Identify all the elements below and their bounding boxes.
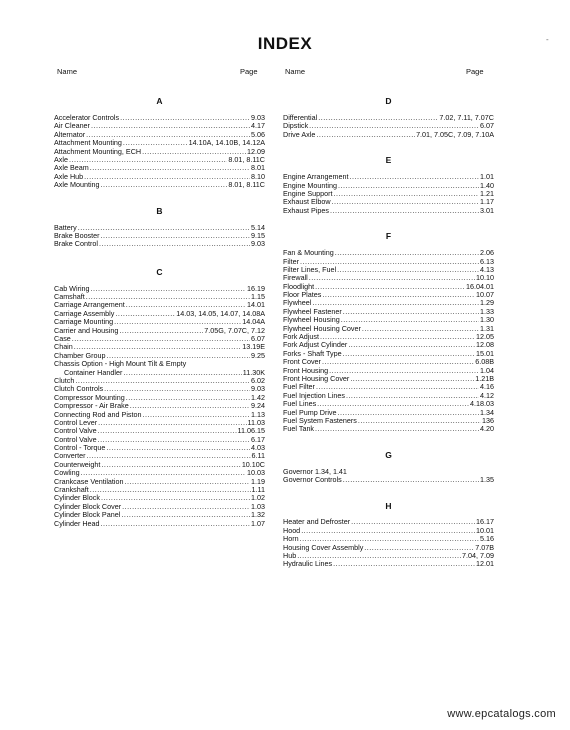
dot-leader	[329, 367, 479, 375]
entry-name: Engine Support	[283, 188, 333, 198]
dot-leader	[90, 164, 250, 172]
dot-leader	[115, 310, 175, 318]
entry-page: 8.01, 8.11C	[228, 180, 265, 190]
entry-page: 8.01, 8.11C	[228, 154, 265, 164]
entry-page: 11.06.15	[237, 426, 265, 436]
entry-name: Filter	[283, 256, 299, 266]
entry-name: Engine Mounting	[283, 180, 337, 190]
entry-name: Governor 1.34, 1.41	[283, 466, 347, 476]
entry-name: Battery	[54, 222, 77, 232]
entry-name: Control - Torque	[54, 443, 106, 453]
entry-name: Air Cleaner	[54, 121, 90, 131]
entry-page: 1.04	[480, 365, 494, 375]
entry-name: Forks - Shaft Type	[283, 348, 342, 358]
entry-page: 7.01, 7.05C, 7.09, 7.10A	[416, 129, 494, 139]
entry-page: 7.02, 7.11, 7.07C	[439, 112, 494, 122]
dot-leader	[338, 182, 479, 190]
entry-name: Front Housing	[283, 365, 329, 375]
dot-leader	[120, 114, 250, 122]
dot-leader	[315, 283, 465, 291]
dot-leader	[101, 494, 250, 502]
dot-leader	[101, 461, 240, 469]
entry-page: 6.17	[251, 434, 265, 444]
margin-mark: -	[546, 35, 549, 44]
entry-page: 5.16	[480, 534, 494, 544]
dot-leader	[350, 375, 474, 383]
entry-name: Fuel Lines	[283, 399, 317, 409]
index-entry	[54, 520, 265, 528]
dot-leader	[125, 478, 250, 486]
dot-leader	[338, 409, 479, 417]
entry-name: Container Handler	[64, 367, 123, 377]
right-index-column	[283, 96, 494, 569]
entry-name: Chain	[54, 342, 73, 352]
dot-leader	[106, 444, 250, 452]
entry-page: 6.08B	[475, 357, 494, 367]
entry-page: 1.15	[251, 292, 265, 302]
index-entry	[283, 417, 494, 425]
entry-page: 1.19	[251, 476, 265, 486]
entry-name: Drive Axle	[283, 129, 316, 139]
dot-leader	[91, 122, 250, 130]
entry-name: Fork Adjust	[283, 332, 319, 342]
entry-page: 10.07	[476, 290, 494, 300]
entry-page: 1.02	[251, 493, 265, 503]
entry-page: 1.30	[480, 315, 494, 325]
dot-leader	[334, 190, 479, 198]
entry-page: 12.01	[476, 559, 494, 569]
entry-name: Flywheel	[283, 298, 312, 308]
entry-name: Flywheel Housing	[283, 315, 340, 325]
entry-page: 10.10	[476, 273, 494, 283]
entry-name: Axle	[54, 154, 68, 164]
dot-leader	[343, 476, 479, 484]
dot-leader	[90, 486, 251, 494]
entry-name: Horn	[283, 534, 299, 544]
page-title: INDEX	[257, 34, 313, 53]
dot-leader	[143, 411, 250, 419]
entry-name: Fan & Mounting	[283, 248, 334, 258]
index-entry	[283, 274, 494, 282]
entry-name: Carrier and Housing	[54, 325, 119, 335]
index-entry	[283, 207, 494, 215]
index-entry	[54, 181, 265, 189]
section-letter: H	[385, 500, 392, 511]
entry-page: 136	[482, 415, 494, 425]
entry-name: Heater and Defroster	[283, 517, 351, 527]
dot-leader	[98, 427, 237, 435]
entry-page: 8.10	[251, 171, 265, 181]
entry-page: 6.13	[480, 256, 494, 266]
index-section-b	[54, 206, 265, 249]
entry-page: 4.18.03	[470, 399, 494, 409]
index-section-f	[283, 231, 494, 434]
entry-name: Fuel System Fasteners	[283, 415, 357, 425]
entry-page: 10.03	[247, 468, 265, 478]
dot-leader	[104, 385, 250, 393]
entry-name: Fuel Pump Drive	[283, 407, 337, 417]
entry-name: Engine Arrangement	[283, 172, 349, 182]
entry-page: 1.35	[480, 475, 494, 485]
entry-page: 14.04A	[242, 317, 265, 327]
entry-name: Cylinder Block Panel	[54, 510, 121, 520]
entry-page: 14.10A, 14.10B, 14.12A	[188, 138, 265, 148]
section-letter: A	[156, 96, 163, 106]
entry-name: Cylinder Head	[54, 518, 100, 528]
entry-name: Control Lever	[54, 417, 98, 427]
index-section-c	[54, 267, 265, 528]
index-entry	[54, 335, 265, 343]
entry-page: 14.03, 14.05, 14.07, 14.08A	[176, 308, 265, 318]
dot-leader	[318, 114, 438, 122]
entry-page: 6.07	[251, 334, 265, 344]
dot-leader	[72, 335, 250, 343]
index-entry	[283, 519, 494, 527]
entry-name: Cylinder Block Cover	[54, 501, 122, 511]
index-entry	[54, 122, 265, 130]
dot-leader	[126, 394, 250, 402]
dot-leader	[101, 181, 228, 189]
entry-name: Carriage Mounting	[54, 317, 114, 327]
dot-leader	[130, 402, 250, 410]
dot-leader	[343, 308, 479, 316]
entry-name: Fuel Filter	[283, 382, 315, 392]
entry-name: Brake Control	[54, 239, 98, 249]
entry-page: 4.03	[251, 443, 265, 453]
index-section-h	[283, 501, 494, 569]
entry-page: 1.11	[251, 485, 265, 495]
dot-leader	[343, 350, 475, 358]
entry-page: 1.33	[480, 306, 494, 316]
dot-leader	[346, 392, 479, 400]
section-letter: F	[385, 231, 392, 242]
entry-page: 2.06	[480, 248, 494, 258]
index-section-e	[283, 155, 494, 215]
section-letter: E	[385, 155, 392, 166]
entry-page: 4.13	[480, 264, 494, 274]
index-entry	[283, 266, 494, 274]
index-entry	[283, 560, 494, 568]
index-entry	[283, 527, 494, 535]
entry-page: 1.29	[480, 298, 494, 308]
dot-leader	[87, 452, 251, 460]
entry-name: Brake Booster	[54, 230, 100, 240]
entry-page: 1.21	[480, 188, 494, 198]
entry-page: 3.01	[480, 205, 494, 215]
entry-page: 1.31	[480, 323, 494, 333]
entry-page: 4.12	[480, 390, 494, 400]
entry-page: 1.40	[480, 180, 494, 190]
dot-leader	[322, 291, 475, 299]
entry-page: 5.14	[251, 222, 265, 232]
dot-leader	[98, 419, 246, 427]
entry-page: 15.01	[476, 348, 494, 358]
entry-name: Carriage Assembly	[54, 308, 115, 318]
dot-leader	[101, 232, 250, 240]
index-entry	[283, 425, 494, 433]
entry-page: 1.42	[251, 392, 265, 402]
entry-name: Flywheel Fastener	[283, 306, 342, 316]
entry-page: 4.16	[480, 382, 494, 392]
entry-name: Chamber Group	[54, 350, 106, 360]
entry-page: 9.03	[251, 112, 265, 122]
entry-name: Axle Beam	[54, 163, 89, 173]
entry-name: Governor Controls	[283, 475, 342, 485]
entry-page: 1.07	[251, 518, 265, 528]
entry-name: Hub	[283, 551, 297, 561]
entry-page: 16.19	[247, 283, 265, 293]
dot-leader	[119, 327, 203, 335]
entry-name: Hood	[283, 525, 301, 535]
dot-leader	[91, 285, 246, 293]
entry-name: Carriage Arrangement	[54, 300, 125, 310]
dot-leader	[98, 436, 250, 444]
entry-page: 1.17	[480, 197, 494, 207]
entry-name: Attachment Mounting, ECH	[54, 146, 142, 156]
entry-name: Connecting Rod and Piston	[54, 409, 142, 419]
entry-name: Case	[54, 334, 71, 344]
section-letter: G	[385, 449, 392, 460]
dot-leader	[99, 240, 250, 248]
entry-name: Firewall	[283, 273, 308, 283]
index-entry	[54, 327, 265, 335]
entry-name: Dipstick	[283, 121, 309, 131]
dot-leader	[335, 249, 479, 257]
dot-leader	[317, 400, 469, 408]
entry-name: Crankcase Ventilation	[54, 476, 124, 486]
dot-leader	[316, 131, 415, 139]
entry-name: Axle Hub	[54, 171, 84, 181]
dot-leader	[337, 266, 479, 274]
entry-page: 7.05G, 7.07C, 7.12	[204, 325, 265, 335]
entry-page: 9.15	[251, 230, 265, 240]
entry-page: 12.08	[476, 340, 494, 350]
entry-name: Accelerator Controls	[54, 112, 120, 122]
entry-name: Floor Plates	[283, 290, 322, 300]
dot-leader	[69, 156, 227, 164]
entry-page: 1.03	[251, 501, 265, 511]
entry-name: Flywheel Housing Cover	[283, 323, 361, 333]
entry-page: 11.03	[247, 417, 265, 427]
dot-leader	[348, 341, 475, 349]
entry-page: 6.07	[480, 121, 494, 131]
entry-name: Floodlight	[283, 281, 315, 291]
entry-page: 6.02	[251, 375, 265, 385]
dot-leader	[362, 325, 479, 333]
dot-leader	[341, 316, 479, 324]
entry-name: Control Valve	[54, 434, 97, 444]
entry-page: 9.03	[251, 384, 265, 394]
entry-page: 11.30K	[242, 367, 265, 377]
entry-name: Fuel Tank	[283, 424, 315, 434]
section-letter: B	[156, 205, 163, 216]
dot-leader	[350, 173, 479, 181]
dot-leader	[309, 274, 475, 282]
entry-name: Fuel Injection Lines	[283, 390, 345, 400]
entry-page: 1.01	[480, 172, 494, 182]
dot-leader	[332, 198, 479, 206]
entry-name: Exhaust Elbow	[283, 197, 331, 207]
index-entry	[283, 291, 494, 299]
entry-page: 7.07B	[475, 542, 494, 552]
index-entry	[283, 476, 494, 484]
entry-page: 7.04, 7.09	[462, 551, 494, 561]
dot-leader	[301, 527, 475, 535]
index-section-a	[54, 96, 265, 190]
entry-name: Chassis Option - High Mount Tilt & Empty	[54, 359, 187, 369]
dot-leader	[78, 224, 250, 232]
entry-page: 1.34	[480, 407, 494, 417]
dot-leader	[333, 560, 475, 568]
entry-page: 1.13	[251, 409, 265, 419]
entry-page: 16.04.01	[466, 281, 494, 291]
index-entry	[54, 285, 265, 293]
entry-page: 12.05	[476, 332, 494, 342]
entry-page: 12.09	[247, 146, 265, 156]
entry-name: Cab Wiring	[54, 283, 90, 293]
index-section-g	[283, 450, 494, 485]
entry-name: Camshaft	[54, 292, 85, 302]
index-entry	[283, 114, 494, 122]
entry-name: Hydraulic Lines	[283, 559, 333, 569]
entry-name: Differential	[283, 112, 318, 122]
index-section-d	[283, 96, 494, 139]
entry-page: 10.01	[476, 525, 494, 535]
entry-page: 4.17	[251, 121, 265, 131]
index-entry	[283, 131, 494, 139]
entry-name: Fork Adjust Cylinder	[283, 340, 348, 350]
entry-page: 8.01	[251, 163, 265, 173]
entry-name: Front Housing Cover	[283, 373, 350, 383]
right-page-header: Page	[466, 67, 484, 76]
index-entry	[283, 249, 494, 257]
entry-name: Converter	[54, 451, 86, 461]
entry-name: Control Valve	[54, 426, 97, 436]
entry-name: Attachment Mounting	[54, 138, 122, 148]
dot-leader	[123, 369, 241, 377]
right-name-header: Name	[285, 67, 306, 76]
entry-name: Compressor - Air Brake	[54, 401, 129, 411]
entry-name: Clutch	[54, 375, 75, 385]
left-index-column	[54, 96, 265, 528]
entry-page: 16.17	[476, 517, 494, 527]
entry-page: 5.06	[251, 129, 265, 139]
entry-page: 10.10C	[241, 459, 265, 469]
left-page-header: Page	[240, 67, 258, 76]
entry-name: Clutch Controls	[54, 384, 104, 394]
entry-name: Alternator	[54, 129, 86, 139]
section-letter: D	[385, 96, 392, 106]
dot-leader	[322, 358, 474, 366]
index-entry	[54, 369, 265, 377]
index-entry	[54, 461, 265, 469]
index-entry	[54, 164, 265, 172]
entry-name: Axle Mounting	[54, 180, 100, 190]
entry-page: 14.01	[247, 300, 265, 310]
entry-page: 1.21B	[475, 373, 494, 383]
footer-watermark: www.epcatalogs.com	[447, 708, 556, 720]
dot-leader	[101, 520, 250, 528]
entry-name: Filter Lines, Fuel	[283, 264, 337, 274]
entry-page: 9.25	[251, 350, 265, 360]
section-letter: C	[156, 266, 163, 277]
entry-name: Front Cover	[283, 357, 321, 367]
dot-leader	[364, 544, 474, 552]
entry-page: 13.19E	[242, 342, 265, 352]
dot-leader	[351, 518, 475, 526]
dot-leader	[84, 173, 250, 181]
entry-name: Cylinder Block	[54, 493, 100, 503]
entry-name: Compressor Mounting	[54, 392, 125, 402]
dot-leader	[315, 425, 479, 433]
dot-leader	[122, 503, 250, 511]
entry-page: 1.32	[251, 510, 265, 520]
entry-name: Exhaust Pipes	[283, 205, 329, 215]
entry-page: 6.11	[251, 451, 265, 461]
index-entry	[54, 240, 265, 248]
dot-leader	[330, 207, 479, 215]
entry-page: 9.03	[251, 239, 265, 249]
entry-page: 4.20	[480, 424, 494, 434]
entry-name: Counterweight	[54, 459, 101, 469]
entry-name: Crankshaft	[54, 485, 89, 495]
entry-name: Cowling	[54, 468, 80, 478]
entry-page: 9.24	[251, 401, 265, 411]
entry-name: Housing Cover Assembly	[283, 542, 364, 552]
left-name-header: Name	[57, 67, 78, 76]
dot-leader	[358, 417, 481, 425]
dot-leader	[121, 511, 250, 519]
